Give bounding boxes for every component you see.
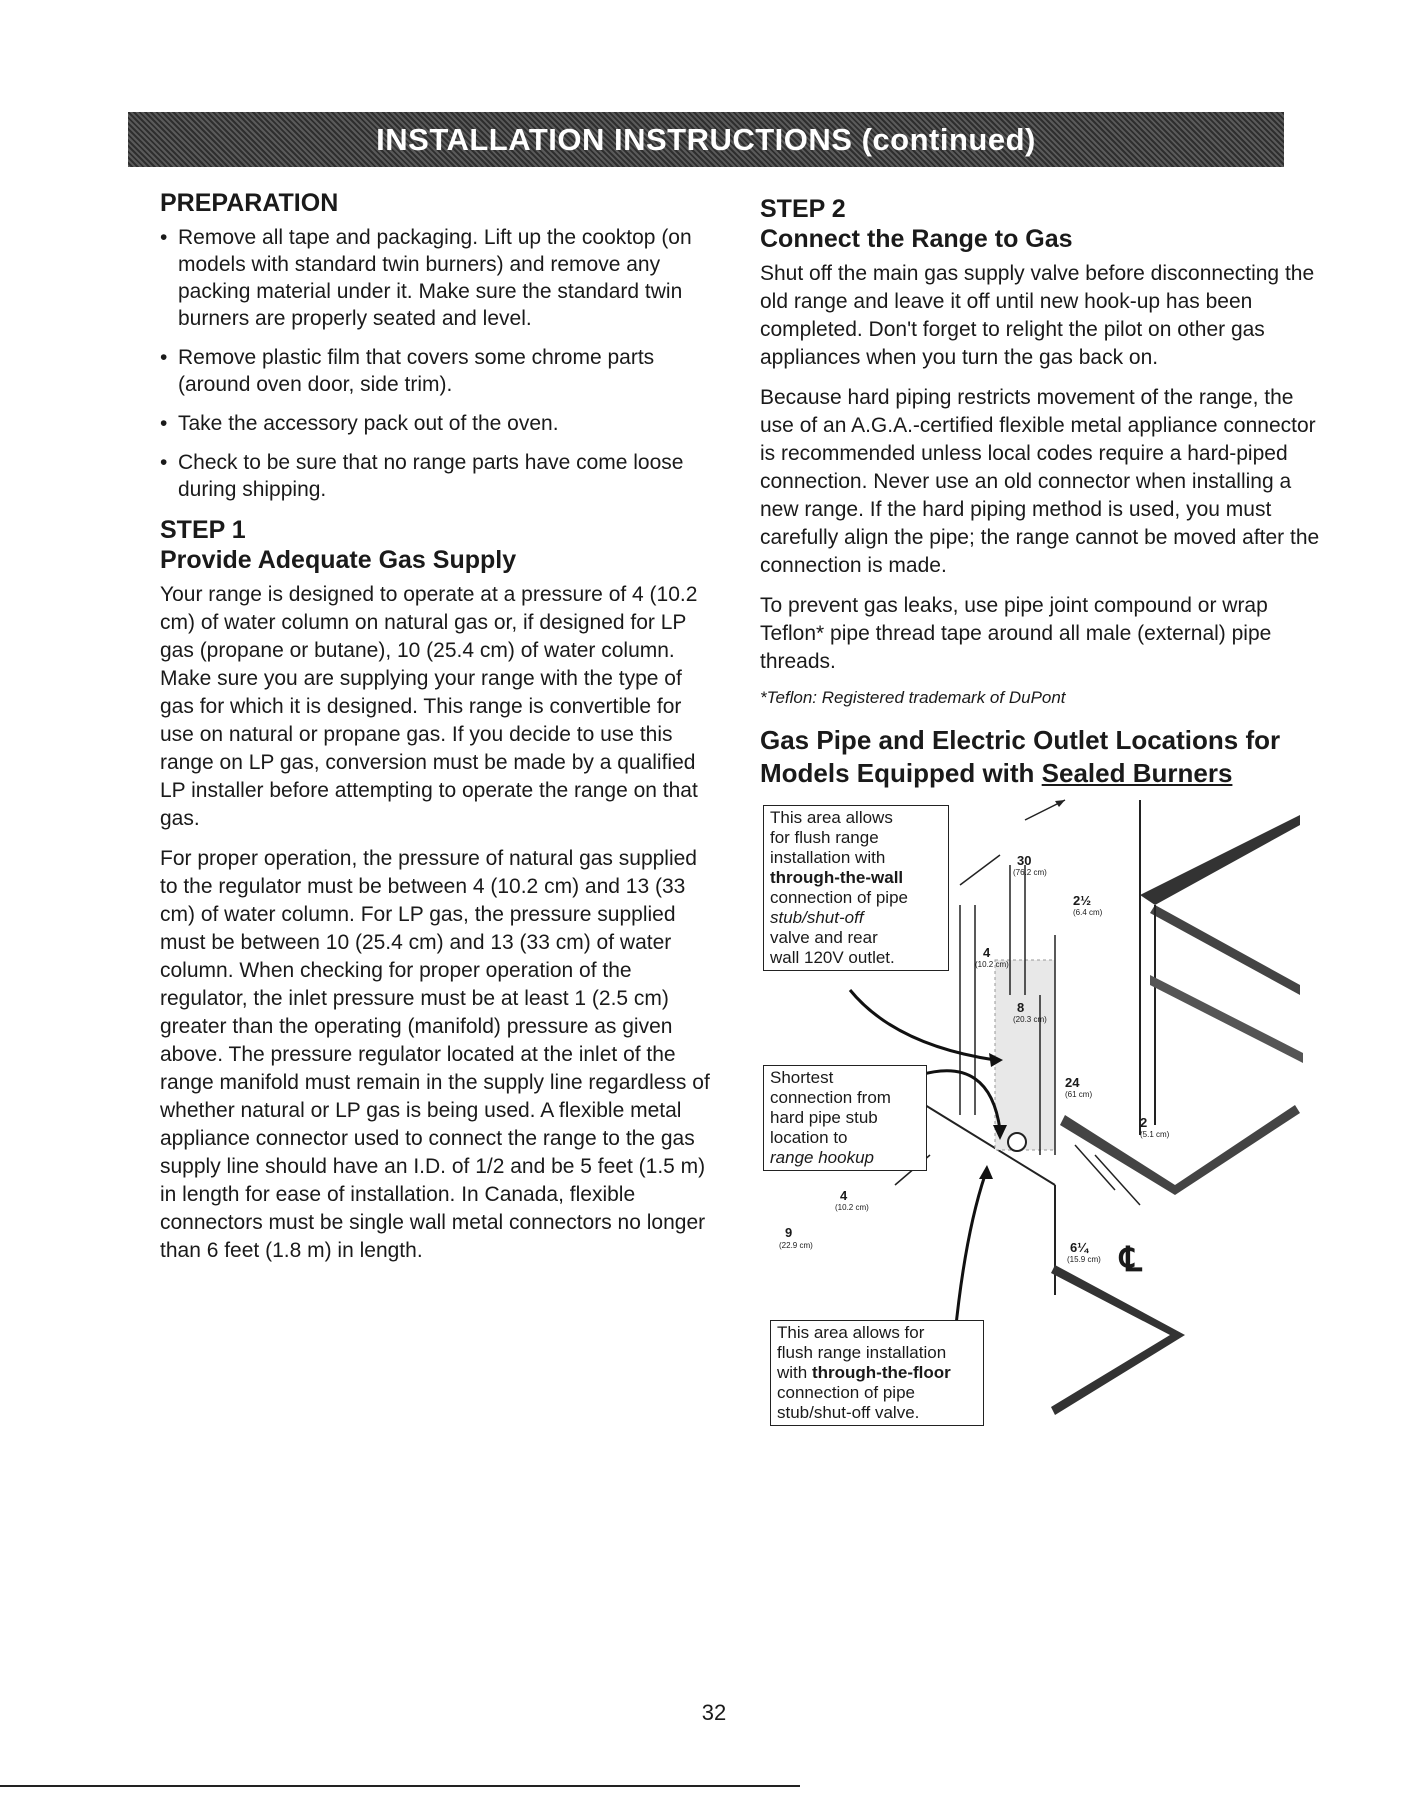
callout-line: stub/shut-off [770,908,864,927]
gas-pipe-diagram [755,795,1315,1440]
callout-text: with [777,1363,812,1382]
dimension-2-half: 2½ [1073,893,1092,908]
callout-line: Shortest [770,1068,834,1087]
diagram-title-line-2: Models Equipped with [760,758,1042,788]
dimension-4-lower: 4 [840,1188,848,1203]
dimension-4-upper-metric: (10.2 cm) [975,960,1009,969]
list-item: • Check to be sure that no range parts have come loose during shipping. [160,449,720,503]
footer-rule [0,1785,800,1787]
step1-title: Provide Adequate Gas Supply [160,546,517,574]
callout-line: location to [770,1128,848,1147]
step2-paragraph-2: Because hard piping restricts movement of the range, the use of an A.G.A.-certified flexible metal appliance connector is recommended unless local codes require a hard-piped connection. Never use an old connector when installing a new range. If the hard piping method is used, you must carefully align the pipe; the range cannot be moved after the connection is made. [760,386,1320,577]
dimension-30-metric: (76.2 cm) [1013,868,1047,877]
dimension-2-half-metric: (6.4 cm) [1073,908,1103,917]
section-banner [128,112,1284,167]
dimension-2: 2 [1140,1115,1148,1130]
teflon-footnote: *Teflon: Registered trademark of DuPont [760,688,1066,707]
callout-line: connection of pipe [770,888,908,907]
callout-line: range hookup [770,1148,874,1167]
dimension-9: 9 [785,1225,793,1240]
callout-line: installation with [770,848,886,867]
list-item: • Remove all tape and packaging. Lift up the cooktop (on models with standard twin burners) and remove any packing material under it. Make sure the standard twin burners are properly seated and level. [160,224,720,332]
dimension-4-upper: 4 [983,945,991,960]
callout-line: for flush range [770,828,879,847]
callout-bold-text: through-the-floor [811,1363,951,1382]
dimension-8: 8 [1017,1000,1025,1015]
callout-line: through-the-wall [770,868,904,887]
diagram-title-underlined: Sealed Burners [1041,758,1233,788]
step1-label: STEP 1 [160,516,246,544]
right-column [760,194,1320,790]
callout-line: stub/shut-off valve. [777,1403,920,1422]
dimension-30: 30 [1017,853,1032,868]
preparation-list [160,224,720,503]
callout-shortest-connection [763,1065,927,1171]
dimension-24: 24 [1065,1075,1080,1090]
step2-label: STEP 2 [760,195,846,223]
callout-line: This area allows [770,808,893,827]
dimension-8-metric: (20.3 cm) [1013,1015,1047,1024]
callout-line: connection from [770,1088,891,1107]
preparation-heading: PREPARATION [160,189,339,217]
callout-line [777,1363,977,1383]
dimension-9-metric: (22.9 cm) [779,1241,813,1250]
dimension-2-metric: (5.1 cm) [1140,1130,1170,1139]
callout-line: wall 120V outlet. [770,948,895,967]
left-column [160,188,720,1265]
callout-through-the-floor [770,1320,984,1426]
callout-line: valve and rear [770,928,878,947]
dimension-6-quarter-metric: (15.9 cm) [1067,1255,1101,1264]
page-number: 32 [701,1700,727,1725]
callout-line: hard pipe stub [770,1108,878,1127]
centerline-symbol: ℄ [1120,1241,1142,1279]
diagram-title-line-1: Gas Pipe and Electric Outlet Locations for [760,725,1281,755]
callout-through-the-wall [763,805,949,971]
dimension-6-quarter: 6¼ [1070,1240,1089,1255]
callout-line: connection of pipe [777,1383,915,1402]
dimension-4-lower-metric: (10.2 cm) [835,1203,869,1212]
dimension-24-metric: (61 cm) [1065,1090,1093,1099]
step2-paragraph-1: Shut off the main gas supply valve before disconnecting the old range and leave it off until new hook-up has been completed. Don't forget to relight the pilot on other gas appliances when you turn the gas back on. [760,262,1315,369]
list-item: • Take the accessory pack out of the oven. [160,410,720,437]
diagram-title [760,724,1320,790]
step2-paragraph-3: To prevent gas leaks, use pipe joint compound or wrap Teflon* pipe thread tape around all male (external) pipe threads. [760,594,1272,673]
callout-line: This area allows for [777,1323,925,1342]
step1-paragraph-2: For proper operation, the pressure of natural gas supplied to the regulator must be between 4 (10.2 cm) and 13 (33 cm) of water column. For LP gas, the pressure supplied must be between 10 (25.4 cm) and 13 (33 cm) of water column. When checking for proper operation of the regulator, the inlet pressure must be at least 1 (2.5 cm) greater than the operating (manifold) pressure as given above. The pressure regulator located at the inlet of the range manifold must remain in the supply line regardless of whether natural or LP gas is being used. A flexible metal appliance connector used to connect the range to the gas supply line should have an I.D. of 1/2 and be 5 feet (1.5 m) in length for ease of installation. In Canada, flexible connectors must be single wall metal connectors no longer than 6 feet (1.8 m) in length. [160,847,710,1262]
list-item: • Remove plastic film that covers some chrome parts (around oven door, side trim). [160,344,720,398]
callout-line: flush range installation [777,1343,947,1362]
section-title: INSTALLATION INSTRUCTIONS (continued) [376,121,1036,157]
step2-title: Connect the Range to Gas [760,225,1073,253]
step1-paragraph-1: Your range is designed to operate at a pressure of 4 (10.2 cm) of water column on natural gas or, if designed for LP gas (propane or butane), 10 (25.4 cm) of water column. Make sure you are supplying your range with the type of gas for which it is designed. This range is convertible for use on natural or propane gas. If you decide to use this range on LP gas, conversion must be made by a qualified LP installer before attempting to operate the range on that gas. [160,583,698,830]
